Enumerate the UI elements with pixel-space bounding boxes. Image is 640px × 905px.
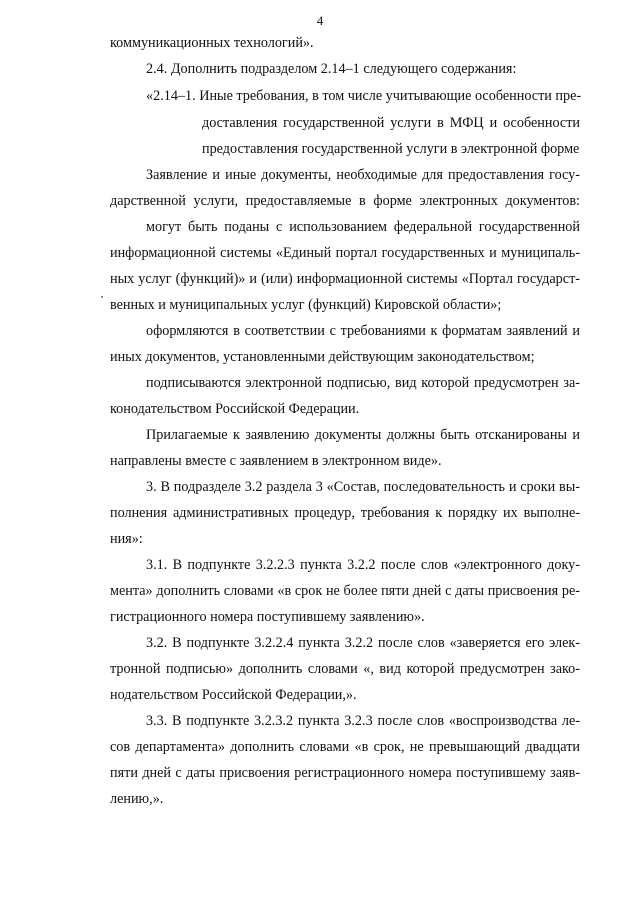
- text-line: лению,».: [110, 791, 164, 807]
- text-line: ния»:: [110, 531, 143, 547]
- text-line: пяти дней с даты присвоения регистрационного номера поступившему заяв-: [110, 765, 580, 781]
- text-line: коммуникационных технологий».: [110, 35, 314, 51]
- text-line: Заявление и иные документы, необходимые для предоставления госу-: [146, 167, 580, 183]
- text-line: 2.4. Дополнить подразделом 2.14–1 следующего содержания:: [146, 61, 517, 77]
- text-line: иных документов, установленными действующим законодательством;: [110, 349, 535, 365]
- text-line: 3.3. В подпункте 3.2.3.2 пункта 3.2.3 после слов «воспроизводства ле-: [146, 713, 580, 729]
- text-line: 3.2. В подпункте 3.2.2.4 пункта 3.2.2 после слов «заверяется его элек-: [146, 635, 580, 651]
- text-line: конодательством Российской Федерации.: [110, 401, 360, 417]
- text-line: оформляются в соответствии с требованиями к форматам заявлений и: [146, 323, 580, 339]
- text-line: нодательством Российской Федерации,».: [110, 687, 357, 703]
- text-line: направлены вместе с заявлением в электронном виде».: [110, 453, 442, 469]
- text-line: могут быть поданы с использованием федеральной государственной: [146, 219, 580, 235]
- text-line: Прилагаемые к заявлению документы должны быть отсканированы и: [146, 427, 580, 443]
- text-line: 3. В подразделе 3.2 раздела 3 «Состав, последовательность и сроки вы-: [146, 479, 580, 495]
- text-line: сов департамента» дополнить словами «в срок, не превышающий двадцати: [110, 739, 580, 755]
- text-line: дарственной услуги, предоставляемые в форме электронных документов:: [110, 193, 580, 209]
- text-line: мента» дополнить словами «в срок не более пяти дней с даты присвоения ре-: [110, 583, 580, 599]
- text-line: доставления государственной услуги в МФЦ и особенности: [202, 115, 580, 131]
- text-line: подписываются электронной подписью, вид которой предусмотрен за-: [146, 375, 580, 391]
- text-line: гистрационного номера поступившему заявлению».: [110, 609, 425, 625]
- scan-speck: [101, 296, 103, 298]
- page-number: 4: [316, 13, 324, 28]
- text-line: предоставления государственной услуги в электронной форме: [202, 141, 580, 157]
- text-line: информационной системы «Единый портал государственных и муниципаль-: [110, 245, 580, 261]
- text-line: 3.1. В подпункте 3.2.2.3 пункта 3.2.2 после слов «электронного доку-: [146, 557, 580, 573]
- text-line: «2.14–1. Иные требования, в том числе учитывающие особенности пре-: [146, 88, 582, 104]
- text-line: венных и муниципальных услуг (функций) Кировской области»;: [110, 297, 502, 313]
- text-line: ных услуг (функций)» и (или) информационной системы «Портал государст-: [110, 271, 580, 287]
- text-line: полнения административных процедур, требования к порядку их выполне-: [110, 505, 580, 521]
- text-line: тронной подписью» дополнить словами «, вид которой предусмотрен зако-: [110, 661, 580, 677]
